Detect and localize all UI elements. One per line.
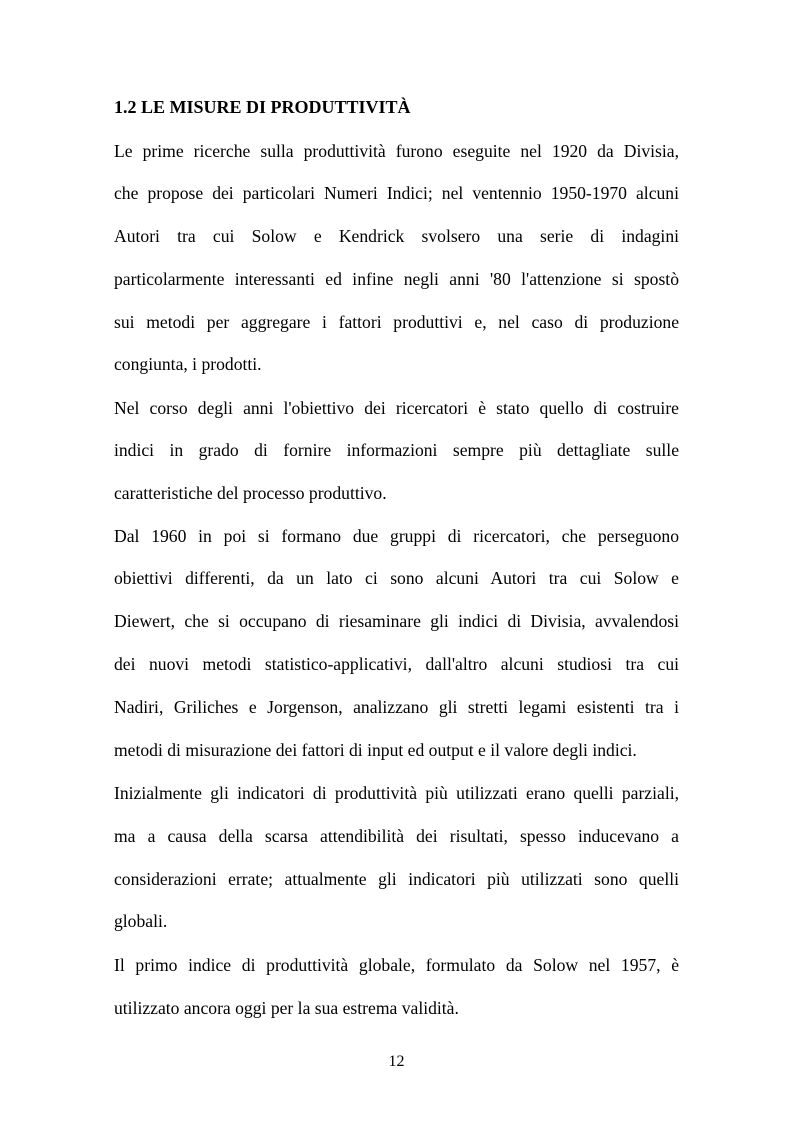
text-line: globali.	[114, 911, 168, 931]
text-line: ma a causa della scarsa attendibilità dei risultati, spesso inducevano a	[114, 826, 679, 846]
text-line: sui metodi per aggregare i fattori produttivi e, nel caso di produzione	[114, 312, 679, 332]
text-line: Diewert, che si occupano di riesaminare gli indici di Divisia, avvalendosi	[114, 611, 679, 631]
text-line: Inizialmente gli indicatori di produttività più utilizzati erano quelli parziali,	[114, 783, 679, 803]
text-line: Le prime ricerche sulla produttività furono eseguite nel 1920 da Divisia,	[114, 141, 679, 161]
text-line: Il primo indice di produttività globale, formulato da Solow nel 1957, è	[114, 955, 679, 975]
text-line: Nadiri, Griliches e Jorgenson, analizzano gli stretti legami esistenti tra i	[114, 697, 679, 717]
text-line: che propose dei particolari Numeri Indici; nel ventennio 1950-1970 alcuni	[114, 183, 679, 203]
text-line: obiettivi differenti, da un lato ci sono alcuni Autori tra cui Solow e	[114, 568, 679, 588]
text-line: indici in grado di fornire informazioni sempre più dettagliate sulle	[114, 440, 679, 460]
text-line: Autori tra cui Solow e Kendrick svolsero una serie di indagini	[114, 226, 679, 246]
text-line: metodi di misurazione dei fattori di input ed output e il valore degli indici.	[114, 740, 637, 760]
text-line: dei nuovi metodi statistico-applicativi, dall'altro alcuni studiosi tra cui	[114, 654, 679, 674]
section-heading: 1.2 LE MISURE DI PRODUTTIVITÀ	[114, 97, 411, 117]
text-line: Nel corso degli anni l'obiettivo dei ricercatori è stato quello di costruire	[114, 398, 679, 418]
text-line: congiunta, i prodotti.	[114, 354, 262, 374]
text-line: utilizzato ancora oggi per la sua estrema validità.	[114, 998, 459, 1018]
text-line: particolarmente interessanti ed infine negli anni '80 l'attenzione si spostò	[114, 269, 679, 289]
text-line: considerazioni errate; attualmente gli indicatori più utilizzati sono quelli	[114, 869, 679, 889]
page-number: 12	[388, 1053, 405, 1070]
text-line: Dal 1960 in poi si formano due gruppi di ricercatori, che perseguono	[114, 526, 679, 546]
text-line: caratteristiche del processo produttivo.	[114, 483, 387, 503]
